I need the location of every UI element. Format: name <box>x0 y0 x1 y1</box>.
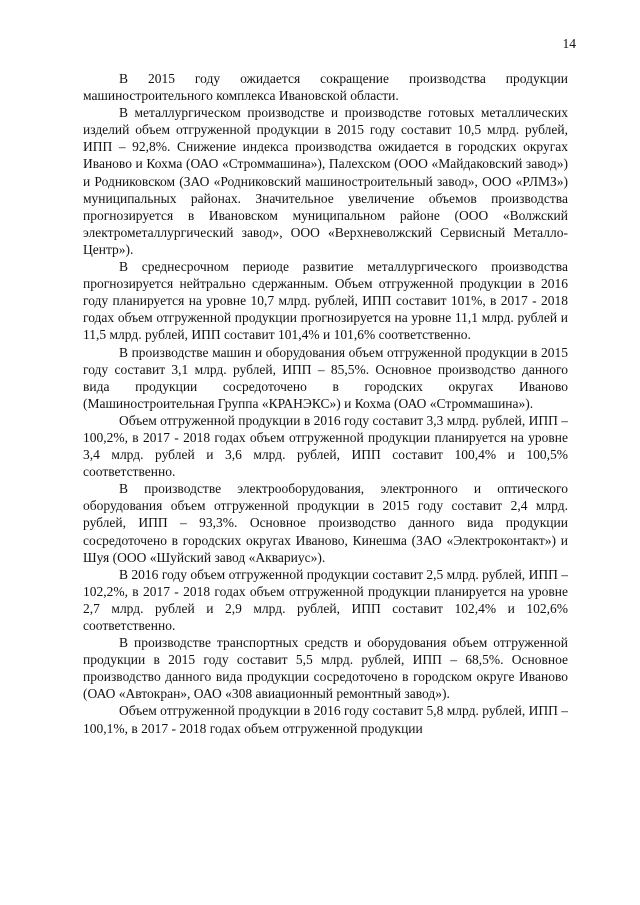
paragraph-metallurgy-2015: В металлургическом производстве и производстве готовых металлических изделий объем отгруженной продукции в 2015 году составит 10,5 млрд. рублей, ИПП – 92,8%. Снижение индекса производства ожидается в городских округах Иваново и Кохма (ОАО «Строммашина»), Палехском (ООО «Майдаковский завод») и Родниковском (ЗАО «Родниковский машиностроительный завод», ООО «РЛМЗ») муниципальных районах. Значительное увеличение объемов производства прогнозируется в Ивановском муниципальном районе (ООО «Волжский электрометаллургический завод», ООО «Верхневолжский Сервисный Металло-Центр»). <box>83 105 568 257</box>
paragraph-metallurgy-forecast: В среднесрочном периоде развитие металлургического производства прогнозируется нейтрально сдержанным. Объем отгруженной продукции в 2016 году планируется на уровне 10,7 млрд. рублей, ИПП составит 101%, в 2017 - 2018 годах объем отгруженной продукции прогнозируется на уровне 11,1 млрд. рублей и 11,5 млрд. рублей, ИПП составит 101,4% и 101,6% соответственно. <box>83 259 568 343</box>
page-number: 14 <box>562 36 576 51</box>
paragraph-electrical-forecast: В 2016 году объем отгруженной продукции составит 2,5 млрд. рублей, ИПП – 102,2%, в 2017 - 2018 годах объем отгруженной продукции планируется на уровне 2,7 млрд. рублей и 2,9 млрд. рублей, ИПП составит 102,4% и 102,6% соответственно. <box>83 566 568 633</box>
paragraph-electrical-2015: В производстве электрооборудования, электронного и оптического оборудования объем отгруженной продукции в 2015 году составит 2,4 млрд. рублей, ИПП – 93,3%. Основное производство данного вида продукции сосредоточено в городских округах Иваново, Кинешма (ЗАО «Электроконтакт») и Шуя (ООО «Шуйский завод «Аквариус»). <box>83 481 568 565</box>
paragraph-machinery-2015: В производстве машин и оборудования объем отгруженной продукции в 2015 году составит 3,1 млрд. рублей, ИПП – 85,5%. Основное производство данного вида продукции сосредоточено в городских округах Иваново (Машиностроительная Группа «КРАНЭКС») и Кохма (ОАО «Строммашина»). <box>83 344 568 411</box>
paragraph-transport-2015: В производстве транспортных средств и оборудования объем отгруженной продукции в 2015 году составит 5,5 млрд. рублей, ИПП – 68,5%. Основное производство данного вида продукции сосредоточено в городском округе Иваново (ОАО «Автокран», ОАО «308 авиационный ремонтный завод»). <box>83 635 568 702</box>
paragraph-machinery-forecast: Объем отгруженной продукции в 2016 году составит 3,3 млрд. рублей, ИПП – 100,2%, в 2017 - 2018 годах объем отгруженной продукции планируется на уровне 3,4 млрд. рублей и 3,6 млрд. рублей, ИПП составит 100,4% и 100,5% соответственно. <box>83 412 568 480</box>
paragraph-machine-building-decline: В 2015 году ожидается сокращение производства продукции машиностроительного комплекса Ивановской области. <box>83 71 568 104</box>
document-body <box>83 70 568 737</box>
paragraph-transport-forecast: Объем отгруженной продукции в 2016 году составит 5,8 млрд. рублей, ИПП – 100,1%, в 2017 - 2018 годах объем отгруженной продукции <box>83 703 568 736</box>
